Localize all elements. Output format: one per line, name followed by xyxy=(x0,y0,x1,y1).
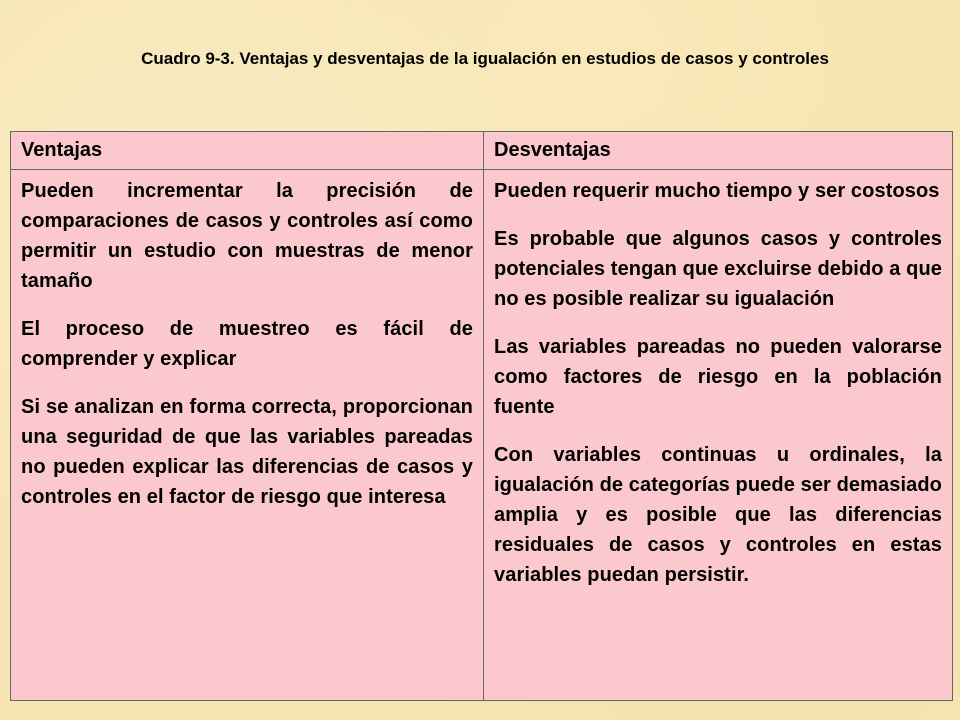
desventaja-item: Con variables continuas u ordinales, la igualación de categorías puede ser demasiado amplia y es posible que las diferencias residuales de casos y controles en estas variables puedan persistir. xyxy=(494,444,942,586)
desventaja-item: Pueden requerir mucho tiempo y ser costosos xyxy=(494,180,940,202)
ventajas-cell xyxy=(11,170,484,701)
header-desventajas: Desventajas xyxy=(484,132,953,170)
ventaja-item: El proceso de muestreo es fácil de comprender y explicar xyxy=(21,318,473,370)
desventaja-item: Es probable que algunos casos y controles potenciales tengan que excluirse debido a que no es posible realizar su igualación xyxy=(494,228,942,310)
desventajas-cell xyxy=(484,170,953,701)
ventaja-item: Si se analizan en forma correcta, proporcionan una seguridad de que las variables pareadas no pueden explicar las diferencias de casos y controles en el factor de riesgo que interesa xyxy=(21,396,473,508)
comparison-table xyxy=(10,131,953,701)
header-ventajas: Ventajas xyxy=(11,132,484,170)
ventaja-item: Pueden incrementar la precisión de comparaciones de casos y controles así como permitir un estudio con muestras de menor tamaño xyxy=(21,180,473,292)
desventaja-item: Las variables pareadas no pueden valorarse como factores de riesgo en la población fuente xyxy=(494,336,942,418)
header-row xyxy=(11,132,953,170)
table-caption: Cuadro 9-3. Ventajas y desventajas de la igualación en estudios de casos y controles xyxy=(141,49,829,68)
content-row xyxy=(11,170,953,701)
